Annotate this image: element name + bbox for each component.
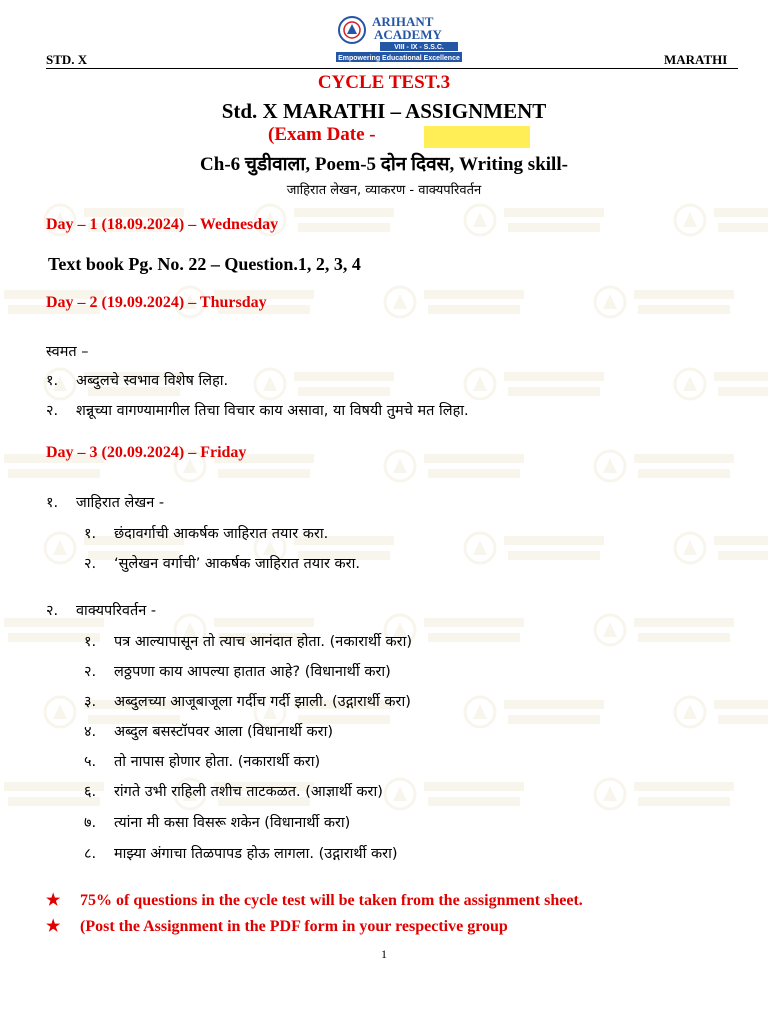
watermark-logo [460,198,610,242]
day3-section2-item [84,781,383,801]
item-number: ६. [84,784,97,800]
item-text: पत्र आल्यापासून तो त्याच आनंदात होता. (नकारार्थी करा) [114,634,413,650]
item-text: अब्दुलचे स्वभाव विशेष लिहा. [76,373,229,389]
std-label: STD. X [46,52,88,67]
item-text: अब्दुल बसस्टॉपवर आला (विधानार्थी करा) [114,724,334,740]
header-divider [46,68,738,69]
watermark-logo [380,280,530,324]
watermark-logo [380,444,530,488]
topics-subline: जाहिरात लेखन, व्याकरण - वाक्यपरिवर्तन [286,183,482,198]
watermark-logo [460,362,610,406]
day2-heading: Day – 2 (19.09.2024) – Thursday [46,294,267,311]
item-text: ‘सुलेखन वर्गाची’ आकर्षक जाहिरात तयार करा. [114,556,360,572]
day1-heading: Day – 1 (18.09.2024) – Wednesday [46,216,279,233]
day3-section2-heading [46,600,156,620]
section-number: २. [46,603,59,619]
day3-section2-item [84,812,350,832]
subject-label: MARATHI [664,52,728,67]
watermark-logo [590,608,740,652]
day2-section-label: स्वमत – [46,344,89,360]
item-text: शन्नूच्या वागण्यामागील तिचा विचार काय असावा, या विषयी तुमचे मत लिहा. [76,403,469,419]
day3-section2-item [84,691,411,711]
item-number: ७. [84,815,97,831]
item-number: १. [84,634,97,650]
arihant-academy-logo [336,12,462,70]
section-number: १. [46,495,59,511]
watermark-logo [460,690,610,734]
day3-section2-item [84,631,412,651]
logo-tagline: Empowering Educational Excellence [338,55,460,62]
assignment-title: Std. X MARATHI – ASSIGNMENT [221,99,547,123]
item-text: तो नापास होणार होता. (नकारार्थी करा) [114,754,321,770]
page-number: 1 [381,947,387,961]
item-text: लठ्ठपणा काय आपल्या हातात आहे? (विधानार्थी करा) [114,664,391,680]
watermark-logo [670,526,768,570]
item-number: ३. [84,694,97,710]
item-text: अब्दुलच्या आजूबाजूला गर्दीच गर्दी झाली. (उद्गारार्थी करा) [114,694,411,710]
exam-date-label: (Exam Date - [268,124,376,145]
watermark-logo [670,362,768,406]
watermark-logo [670,198,768,242]
logo-brand-line2: ACADEMY [374,27,442,42]
exam-date-highlight [424,126,530,148]
item-text: माझ्या अंगाचा तिळपापड होऊ लागला. (उद्गारार्थी करा) [114,846,398,862]
item-number: ८. [84,846,97,862]
item-text: छंदावर्गाची आकर्षक जाहिरात तयार करा. [114,526,329,542]
section-label: जाहिरात लेखन - [76,495,165,511]
watermark-logo [590,444,740,488]
section-label: वाक्यपरिवर्तन - [76,603,157,619]
cycle-test-title: CYCLE TEST.3 [317,72,451,93]
chapter-line: Ch-6 चुडीवाला, Poem-5 दोन दिवस, Writing skill- [200,154,568,175]
day2-item [46,370,228,390]
item-number: २. [84,664,97,680]
day2-item [46,400,469,420]
item-number: ४. [84,724,97,740]
day3-section2-item [84,751,320,771]
item-number: २. [84,556,97,572]
day3-section1-item [84,553,360,573]
day3-section2-item [84,843,398,863]
day3-section1-item [84,523,328,543]
item-number: १. [46,373,59,389]
logo-brand-line1: ARIHANT [372,14,434,29]
item-number: १. [84,526,97,542]
logo-grades: VIII - IX - S.S.C. [394,44,444,51]
watermark-logo [670,690,768,734]
note-item [46,916,508,936]
day1-textbook-line: Text book Pg. No. 22 – Question.1, 2, 3, 4 [48,254,361,274]
star-icon: ★ [46,892,61,909]
watermark-logo [590,280,740,324]
note-text: 75% of questions in the cycle test will be taken from the assignment sheet. [80,892,583,909]
day3-section2-item [84,721,333,741]
note-item [46,890,583,910]
day3-section2-item [84,661,391,681]
day3-heading: Day – 3 (20.09.2024) – Friday [46,444,247,461]
day3-section1-heading [46,492,164,512]
star-icon: ★ [46,918,61,935]
note-text: (Post the Assignment in the PDF form in your respective group [80,918,508,935]
watermark-logo [590,772,740,816]
watermark-logo [380,772,530,816]
item-text: त्यांना मी कसा विसरू शकेन (विधानार्थी करा) [114,815,351,831]
watermark-logo [460,526,610,570]
item-number: ५. [84,754,97,770]
item-number: २. [46,403,59,419]
item-text: रांगते उभी राहिली तशीच ताटकळत. (आज्ञार्थी करा) [114,784,383,800]
